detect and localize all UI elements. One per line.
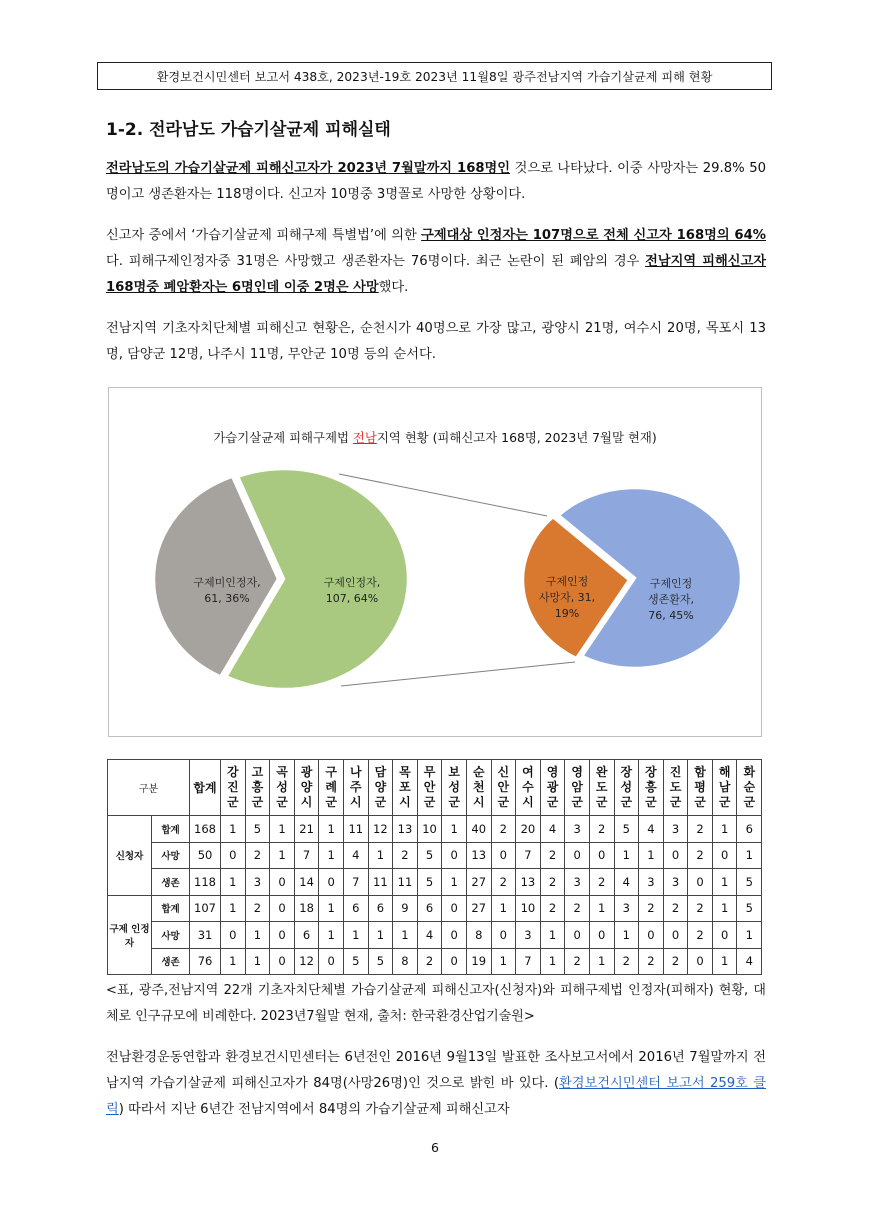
- table-region-label: 곡성군: [276, 765, 288, 809]
- table-cell: 1: [589, 895, 614, 922]
- table-cell: 0: [319, 869, 344, 896]
- paragraph-4: [106, 1045, 766, 1123]
- table-cell: 2: [688, 922, 713, 949]
- table-cell: 5: [614, 816, 639, 843]
- table-cell: 0: [270, 922, 295, 949]
- table-region-header: [417, 760, 442, 816]
- table-cell: 4: [417, 922, 442, 949]
- table-cell: 11: [368, 869, 393, 896]
- table-total-cell: 168: [190, 816, 221, 843]
- table-region-label: 해남군: [718, 765, 731, 809]
- table-cell: 2: [565, 895, 590, 922]
- table-region-header: [245, 760, 270, 816]
- table-cell: 3: [663, 869, 688, 896]
- table-cell: 1: [540, 922, 565, 949]
- table-cell: 2: [663, 948, 688, 975]
- table-cell: 5: [368, 948, 393, 975]
- table-row: [108, 869, 762, 896]
- table-cell: 1: [712, 895, 737, 922]
- table-cell: 40: [466, 816, 491, 843]
- table-cell: 1: [368, 922, 393, 949]
- table-region-label: 강진군: [227, 765, 239, 809]
- table-cell: 3: [663, 816, 688, 843]
- table-cell: 7: [294, 842, 319, 869]
- table-cell: 12: [368, 816, 393, 843]
- table-cell: 0: [442, 842, 467, 869]
- table-cell: 4: [343, 842, 368, 869]
- paragraph-4-text-b: ) 따라서 지난 6년간 전남지역에서 84명의 가습기살균제 피해신고자: [118, 1102, 510, 1117]
- paragraph-1: [106, 156, 766, 208]
- table-cell: 2: [639, 895, 664, 922]
- table-cell: 21: [294, 816, 319, 843]
- table-cell: 1: [270, 816, 295, 843]
- table-region-header: [565, 760, 590, 816]
- table-total-header: 합계: [190, 760, 221, 816]
- table-region-label: 순천시: [472, 765, 485, 809]
- table-region-label: 구례군: [325, 765, 337, 809]
- connector-line-bottom: [341, 662, 575, 686]
- pie-chart-figure: [108, 387, 762, 737]
- table-region-label: 여수시: [522, 765, 534, 809]
- table-region-label: 무안군: [423, 765, 436, 809]
- table-cell: 0: [442, 895, 467, 922]
- table-cell: 13: [466, 842, 491, 869]
- table-region-label: 보성군: [448, 765, 460, 809]
- table-cell: 1: [368, 842, 393, 869]
- table-region-header: [221, 760, 246, 816]
- table-cell: 1: [639, 842, 664, 869]
- table-cell: 0: [712, 922, 737, 949]
- table-cell: 0: [442, 948, 467, 975]
- table-region-header: [639, 760, 664, 816]
- table-cell: 2: [540, 869, 565, 896]
- table-cell: 1: [319, 895, 344, 922]
- table-cell: 1: [712, 948, 737, 975]
- table-region-header: [466, 760, 491, 816]
- table-cell: 8: [393, 948, 418, 975]
- table-cell: 3: [516, 922, 541, 949]
- table-row: [108, 895, 762, 922]
- table-cell: 1: [319, 842, 344, 869]
- table-cell: 0: [589, 922, 614, 949]
- table-cell: 13: [516, 869, 541, 896]
- table-cell: 0: [319, 948, 344, 975]
- table-region-header: [393, 760, 418, 816]
- table-cell: 6: [294, 922, 319, 949]
- pie-label-recognized: 구제인정자, 107, 64%: [323, 576, 381, 605]
- table-cell: 1: [221, 948, 246, 975]
- table-cell: 1: [712, 869, 737, 896]
- table-cell: 1: [442, 816, 467, 843]
- table-cell: 1: [319, 816, 344, 843]
- table-cell: 4: [540, 816, 565, 843]
- report-header: [97, 62, 772, 90]
- paragraph-2-text-c: 했다.: [378, 280, 409, 295]
- pie-label-deceased: 구제인정 사망자, 31, 19%: [538, 575, 596, 620]
- table-region-header: [712, 760, 737, 816]
- table-cell: 7: [516, 948, 541, 975]
- table-cell: 1: [737, 922, 762, 949]
- pie-chart-svg: [109, 388, 761, 736]
- paragraph-3: [106, 316, 766, 368]
- table-region-header: [491, 760, 516, 816]
- table-cell: 19: [466, 948, 491, 975]
- table-region-label: 고흥군: [251, 765, 264, 809]
- table-cell: 0: [688, 869, 713, 896]
- table-cell: 20: [516, 816, 541, 843]
- table-cell: 6: [343, 895, 368, 922]
- table-cell: 1: [393, 922, 418, 949]
- table-row: [108, 922, 762, 949]
- table-cell: 2: [245, 895, 270, 922]
- table-cell: 5: [737, 895, 762, 922]
- report-259-link[interactable]: 환경보건시민센터 보고서 259호 클릭: [106, 1076, 766, 1117]
- table-cell: 2: [589, 869, 614, 896]
- table-cell: 2: [614, 948, 639, 975]
- table-corner-label: 구분: [108, 760, 190, 816]
- table-cell: 3: [639, 869, 664, 896]
- table-region-label: 장성군: [620, 765, 633, 809]
- table-cell: 2: [540, 895, 565, 922]
- page-number: 6: [431, 1140, 439, 1155]
- section-title: 1-2. 전라남도 가습기살균제 피해실태: [106, 120, 391, 140]
- table-cell: 2: [688, 895, 713, 922]
- table-cell: 1: [221, 895, 246, 922]
- table-region-label: 화순군: [743, 765, 756, 809]
- table-cell: 2: [245, 842, 270, 869]
- table-row-label: 사망: [152, 842, 190, 869]
- table-region-label: 영암군: [571, 765, 583, 809]
- table-region-header: [343, 760, 368, 816]
- table-cell: 10: [417, 816, 442, 843]
- table-row-label: 생존: [152, 869, 190, 896]
- table-region-header: [688, 760, 713, 816]
- table-cell: 2: [491, 869, 516, 896]
- table-cell: 0: [270, 948, 295, 975]
- table-cell: 0: [663, 842, 688, 869]
- report-header-text: 환경보건시민센터 보고서 438호, 2023년-19호 2023년 11월8일 광주전남지역 가습기살균제 피해 현황: [156, 69, 713, 84]
- table-region-label: 진도군: [669, 765, 682, 809]
- table-group-label: 신청자: [108, 816, 152, 896]
- table-region-label: 나주시: [349, 765, 362, 809]
- table-region-label: 신안군: [497, 765, 510, 809]
- paragraph-2-highlight-a: 구제대상 인정자는 107명으로 전체 신고자 168명의 64%: [421, 228, 766, 243]
- table-cell: 1: [614, 842, 639, 869]
- table-region-header: [270, 760, 295, 816]
- paragraph-1-highlight: 전라남도의 가습기살균제 피해신고자가 2023년 7월말까지 168명인: [106, 161, 511, 176]
- table-row-label: 생존: [152, 948, 190, 975]
- table-cell: 0: [270, 869, 295, 896]
- table-cell: 2: [589, 816, 614, 843]
- table-row-label: 합계: [152, 895, 190, 922]
- table-cell: 1: [221, 869, 246, 896]
- table-cell: 0: [565, 922, 590, 949]
- table-cell: 1: [712, 816, 737, 843]
- table-cell: 8: [466, 922, 491, 949]
- table-total-cell: 118: [190, 869, 221, 896]
- table-cell: 6: [737, 816, 762, 843]
- table-region-header: [368, 760, 393, 816]
- table-row: [108, 816, 762, 843]
- table-cell: 5: [245, 816, 270, 843]
- table-cell: 27: [466, 895, 491, 922]
- table-cell: 2: [540, 842, 565, 869]
- table-region-label: 광양시: [300, 765, 313, 809]
- table-cell: 1: [737, 842, 762, 869]
- table-region-label: 완도군: [595, 765, 608, 809]
- table-cell: 5: [737, 869, 762, 896]
- table-cell: 0: [589, 842, 614, 869]
- table-cell: 3: [565, 816, 590, 843]
- table-cell: 0: [688, 948, 713, 975]
- paragraph-2-text-a: 신고자 중에서 ‘가습기살균제 피해구제 특별법’에 의한: [106, 228, 422, 243]
- pie-label-surviving: 구제인정 생존환자, 76, 45%: [647, 577, 695, 622]
- table-cell: 7: [343, 869, 368, 896]
- table-cell: 2: [639, 948, 664, 975]
- table-cell: 1: [343, 922, 368, 949]
- table-region-label: 영광군: [546, 765, 559, 809]
- table-cell: 0: [491, 842, 516, 869]
- table-region-label: 담양군: [374, 765, 387, 809]
- table-cell: 4: [639, 816, 664, 843]
- table-region-header: [589, 760, 614, 816]
- chart-title-suffix: 지역 현황 (피해신고자 168명, 2023년 7월말 현재): [376, 430, 657, 445]
- paragraph-4-text-a: 전남환경운동연합과 환경보건시민센터는 6년전인 2016년 9월13일 발표한 조사보고서에서 2016년 7월말까지 전남지역 가습기살균제 피해신고자가 84명(사망26명)인 것으로 밝힌 바 있다. (: [106, 1050, 766, 1091]
- table-cell: 11: [343, 816, 368, 843]
- table-cell: 1: [442, 869, 467, 896]
- table-row: [108, 948, 762, 975]
- table-cell: 14: [294, 869, 319, 896]
- table-cell: 0: [491, 922, 516, 949]
- table-cell: 11: [393, 869, 418, 896]
- table-cell: 3: [614, 895, 639, 922]
- table-total-cell: 31: [190, 922, 221, 949]
- table-cell: 1: [491, 948, 516, 975]
- table-cell: 1: [270, 842, 295, 869]
- table-region-label: 목포시: [399, 765, 411, 809]
- table-cell: 2: [565, 948, 590, 975]
- table-cell: 2: [491, 816, 516, 843]
- table-row: [108, 842, 762, 869]
- table-cell: 4: [614, 869, 639, 896]
- table-cell: 1: [245, 922, 270, 949]
- table-cell: 0: [565, 842, 590, 869]
- table-cell: 6: [417, 895, 442, 922]
- chart-title-highlight: 전남: [352, 430, 377, 445]
- region-stats-table: [107, 759, 762, 975]
- table-cell: 13: [393, 816, 418, 843]
- table-cell: 1: [245, 948, 270, 975]
- table-total-cell: 76: [190, 948, 221, 975]
- table-cell: 9: [393, 895, 418, 922]
- table-cell: 6: [368, 895, 393, 922]
- table-cell: 0: [712, 842, 737, 869]
- table-cell: 0: [442, 922, 467, 949]
- table-cell: 0: [221, 842, 246, 869]
- table-cell: 1: [614, 922, 639, 949]
- table-cell: 3: [565, 869, 590, 896]
- table-region-header: [614, 760, 639, 816]
- table-cell: 5: [343, 948, 368, 975]
- paragraph-2-highlight-b: 전남지역 피해신고자 168명중 폐암환자는 6명인데 이중 2명은 사망: [106, 254, 766, 295]
- table-cell: 12: [294, 948, 319, 975]
- table-cell: 5: [417, 869, 442, 896]
- table-region-header: [442, 760, 467, 816]
- paragraph-3-text: 전남지역 기초자치단체별 피해신고 현황은, 순천시가 40명으로 가장 많고, 광양시 21명, 여수시 20명, 목포시 13명, 담양군 12명, 나주시 11명, 무안군 10명 등의 순서다.: [106, 321, 766, 362]
- table-cell: 0: [221, 922, 246, 949]
- table-total-cell: 107: [190, 895, 221, 922]
- pie-label-not-recognized: 구제미인정자, 61, 36%: [193, 576, 261, 605]
- table-cell: 0: [270, 895, 295, 922]
- table-region-header: [540, 760, 565, 816]
- table-row-label: 사망: [152, 922, 190, 949]
- table-cell: 3: [245, 869, 270, 896]
- table-region-label: 장흥군: [645, 765, 657, 809]
- table-row-label: 합계: [152, 816, 190, 843]
- table-cell: 1: [589, 948, 614, 975]
- table-region-header: [663, 760, 688, 816]
- table-total-cell: 50: [190, 842, 221, 869]
- table-cell: 1: [491, 895, 516, 922]
- table-cell: 10: [516, 895, 541, 922]
- table-cell: 27: [466, 869, 491, 896]
- paragraph-1-text: 것으로 나타났다. 이중 사망자는 29.8% 50명이고 생존환자는 118명이다. 신고자 10명중 3명꼴로 사망한 상황이다.: [106, 161, 766, 202]
- table-region-header: [319, 760, 344, 816]
- table-cell: 0: [639, 922, 664, 949]
- table-cell: 1: [319, 922, 344, 949]
- table-cell: 18: [294, 895, 319, 922]
- table-region-header: [737, 760, 762, 816]
- table-region-label: 함평군: [694, 765, 706, 809]
- table-cell: 2: [688, 842, 713, 869]
- table-cell: 2: [417, 948, 442, 975]
- table-cell: 7: [516, 842, 541, 869]
- paragraph-2-text-b: 다. 피해구제인정자중 31명은 사망했고 생존환자는 76명이다. 최근 논란이 된 폐암의 경우: [106, 254, 646, 269]
- paragraph-2: [106, 223, 766, 301]
- table-cell: 1: [221, 816, 246, 843]
- table-cell: 4: [737, 948, 762, 975]
- table-cell: 2: [688, 816, 713, 843]
- table-region-header: [294, 760, 319, 816]
- table-cell: 5: [417, 842, 442, 869]
- table-cell: 2: [663, 895, 688, 922]
- table-cell: 0: [663, 922, 688, 949]
- table-group-label: 구제 인정자: [108, 895, 152, 975]
- table-cell: 2: [393, 842, 418, 869]
- table-caption: <표, 광주,전남지역 22개 기초자치단체별 가습기살균제 피해신고자(신청자)와 피해구제법 인정자(피해자) 현황, 대체로 인구규모에 비례한다. 2023년7월말 현재, 출처: 한국환경산업기술원>: [106, 983, 766, 1024]
- table-region-header: [516, 760, 541, 816]
- table-cell: 1: [540, 948, 565, 975]
- chart-title-prefix: 가습기살균제 피해구제법: [213, 430, 353, 445]
